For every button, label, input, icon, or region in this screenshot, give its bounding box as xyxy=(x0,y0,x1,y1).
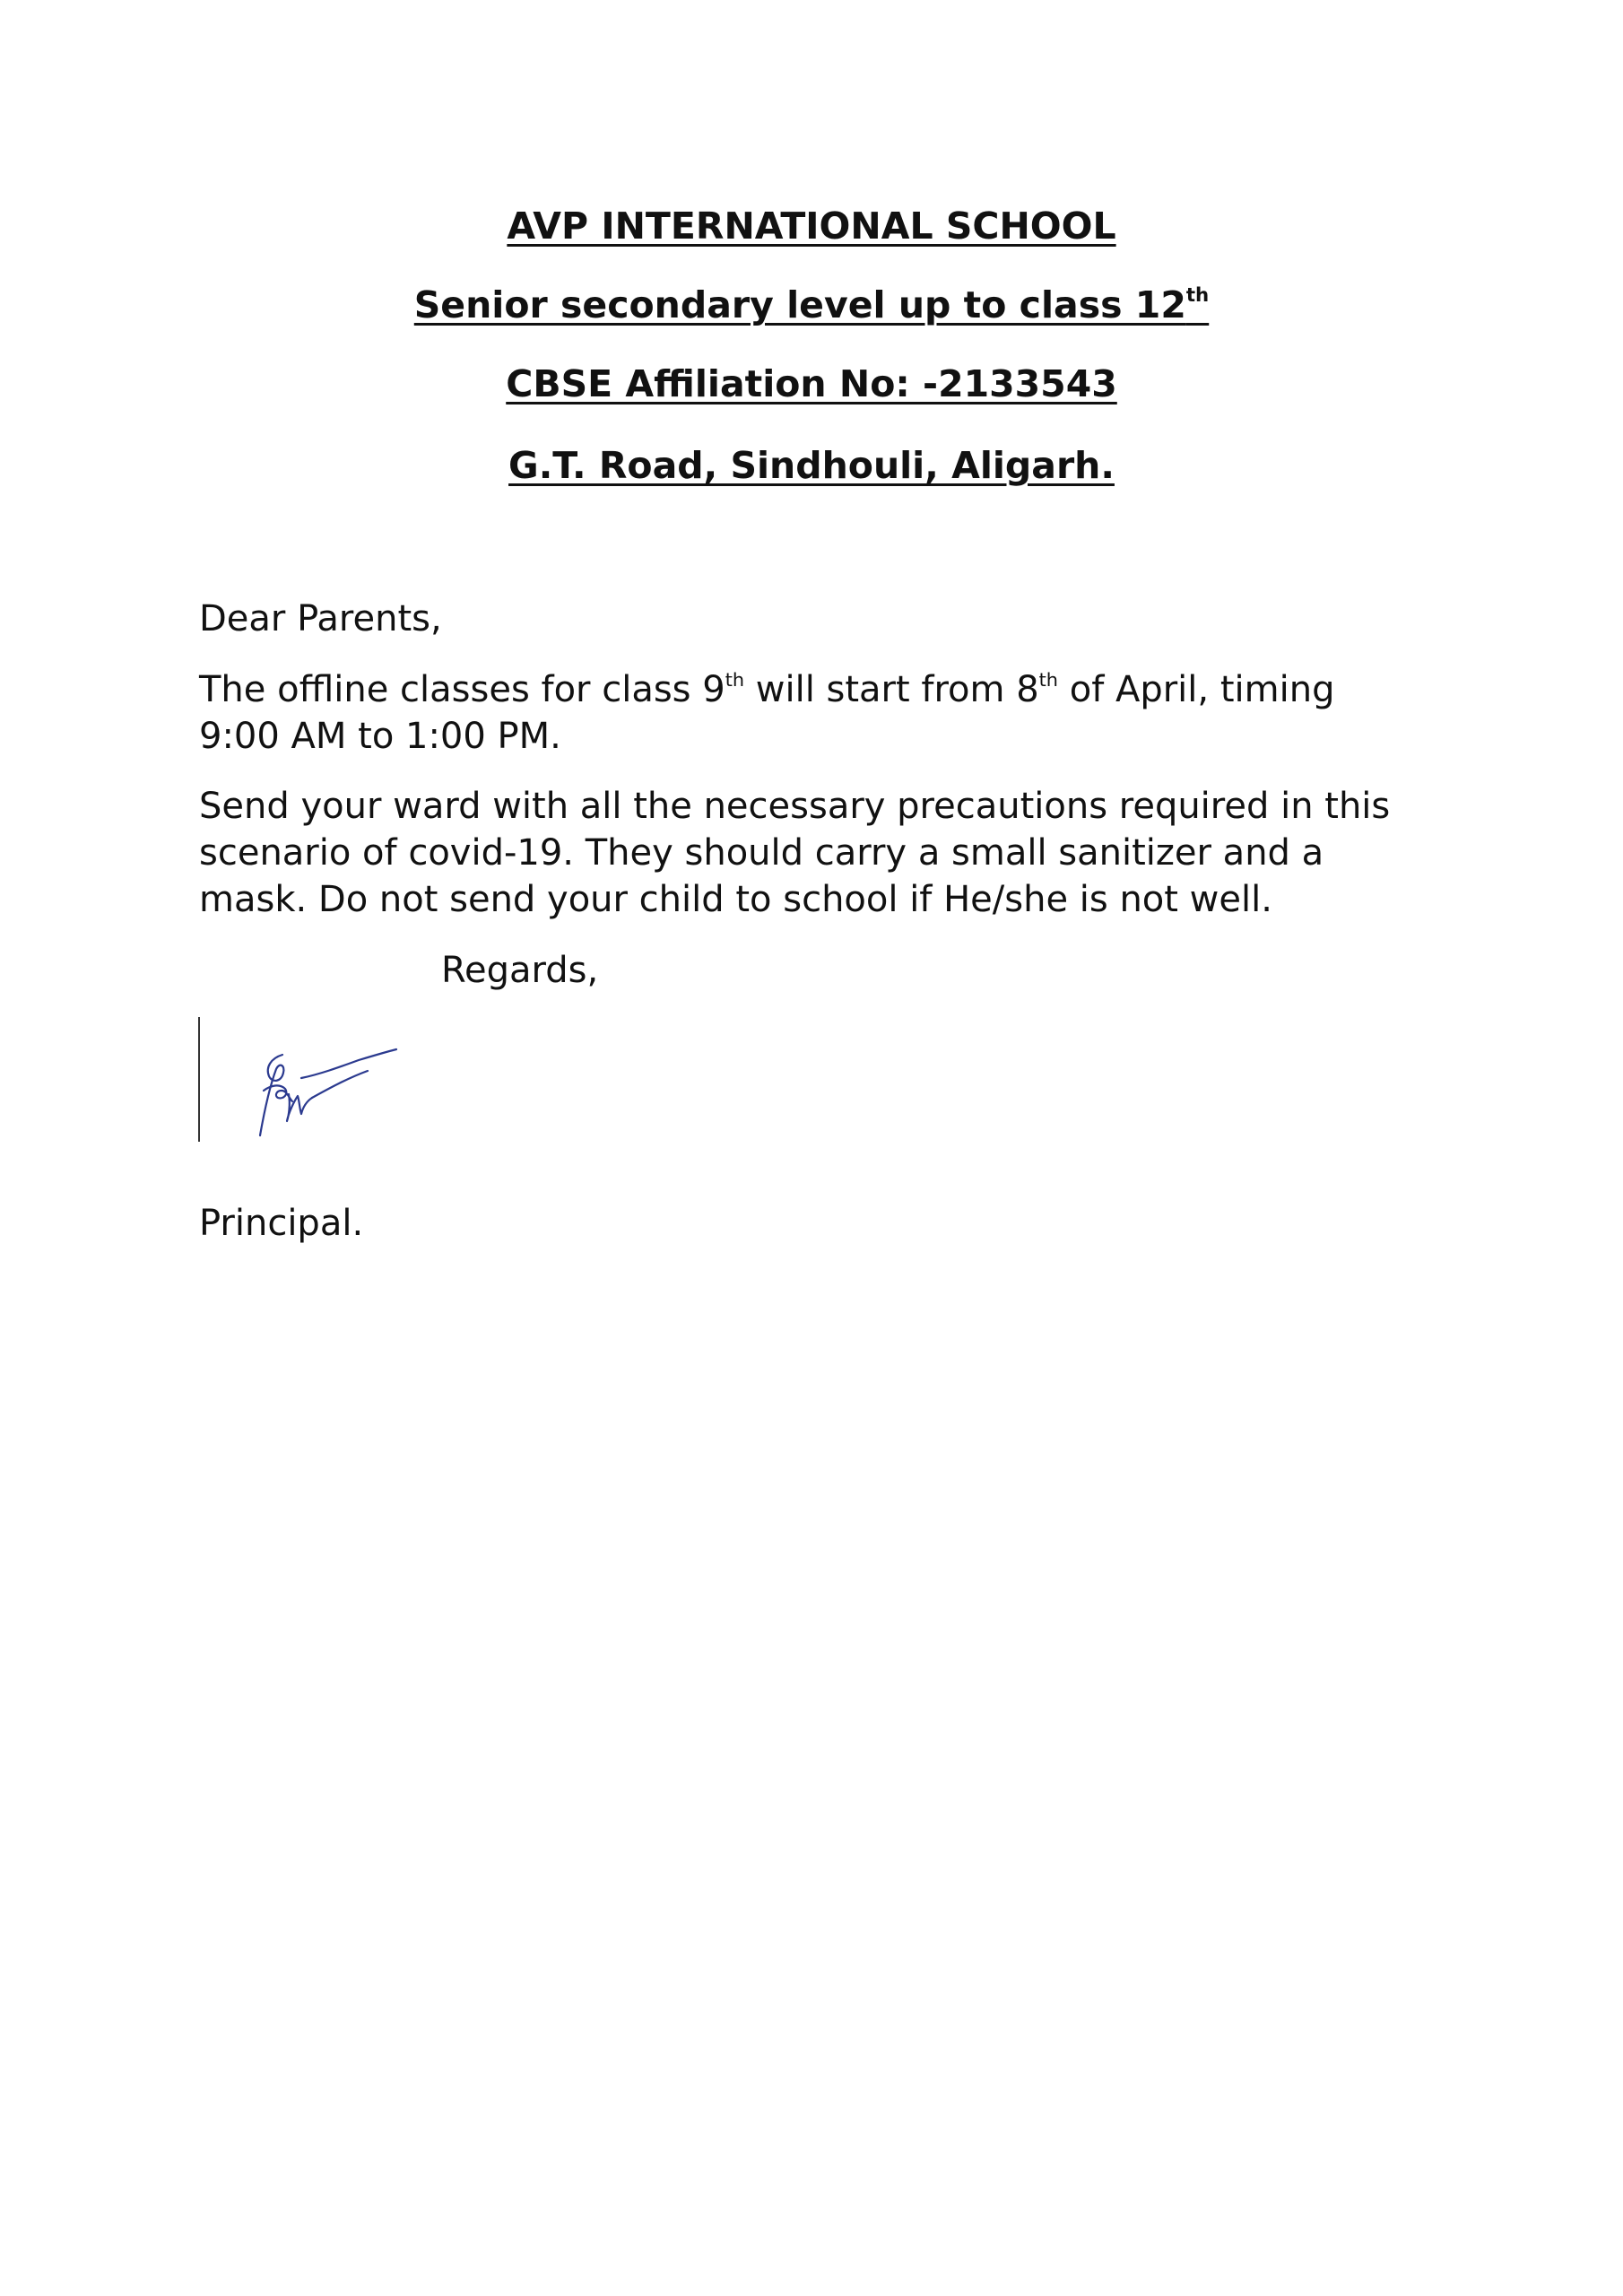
school-level-heading xyxy=(0,282,1623,328)
school-address: G.T. Road, Sindhouli, Aligarh. xyxy=(508,444,1115,487)
para1-line2: 9:00 AM to 1:00 PM. xyxy=(199,716,561,757)
para1-text-a: The offline classes for class 9 xyxy=(199,669,725,710)
salutation: Dear Parents, xyxy=(199,598,442,639)
school-level-text: Senior secondary level up to class 12 xyxy=(413,283,1186,326)
para2-line2: scenario of covid-19. They should carry a small sanitizer and a xyxy=(199,832,1324,874)
para1-superscript-b: th xyxy=(1038,668,1058,691)
para1-text-c: of April, timing xyxy=(1058,669,1335,710)
closing-regards: Regards, xyxy=(441,950,599,991)
address-heading xyxy=(0,442,1623,489)
affiliation-number: CBSE Affiliation No: -2133543 xyxy=(506,362,1117,405)
school-name: AVP INTERNATIONAL SCHOOL xyxy=(507,204,1116,248)
para1-superscript-a: th xyxy=(725,668,745,691)
school-name-heading xyxy=(0,203,1623,249)
handwritten-signature-icon xyxy=(197,1015,421,1145)
school-level-superscript: th xyxy=(1185,284,1210,308)
para2-line1: Send your ward with all the necessary precautions required in this xyxy=(199,786,1391,827)
signatory-title: Principal. xyxy=(199,1203,364,1244)
para1-text-b: will start from 8 xyxy=(744,669,1039,710)
school-level xyxy=(414,283,1209,326)
para1-line1 xyxy=(199,666,1334,713)
para2-line3: mask. Do not send your child to school if He/she is not well. xyxy=(199,879,1272,920)
affiliation-heading xyxy=(0,361,1623,407)
